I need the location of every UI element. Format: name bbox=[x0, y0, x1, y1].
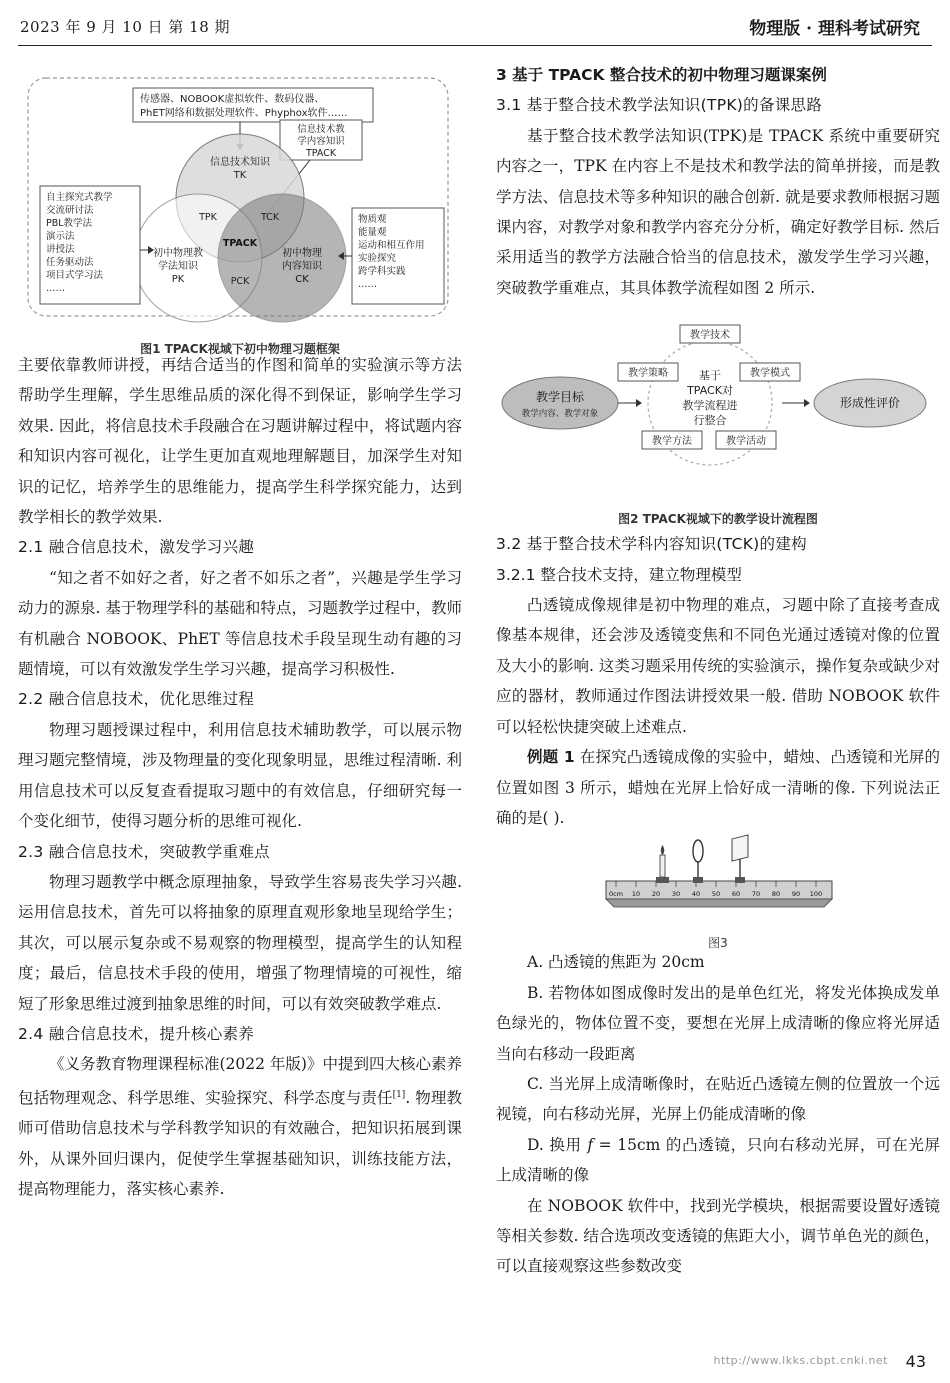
screen-holder bbox=[735, 877, 745, 883]
convex-lens bbox=[693, 840, 703, 862]
tick-label: 60 bbox=[731, 890, 741, 899]
option-d-text: D. 换用 bbox=[527, 1135, 588, 1154]
right-box-item: 跨学科实践 bbox=[358, 266, 406, 277]
light-screen bbox=[732, 835, 748, 861]
paragraph: 凸透镜成像规律是初中物理的难点，习题中除了直接考查成像基本规律，还会涉及透镜变焦和不同色光通过透镜对像的位置及大小的影响. 这类习题采用传统的实验演示，操作复杂或缺少对应的器材，教师通过作图法讲授效果一般. 借助 NOBOOK 软件可以轻松快捷突破上述难点. bbox=[496, 596, 940, 736]
center-line2: TPACK对 bbox=[687, 384, 733, 398]
figure-2-diagram bbox=[496, 303, 940, 499]
figure-1 bbox=[18, 60, 462, 357]
page-number: 43 bbox=[905, 1352, 926, 1371]
figure-2-caption: 图2 TPACK视域下的教学设计流程图 bbox=[618, 511, 818, 526]
option-d bbox=[496, 1130, 940, 1191]
section-heading-3-2: 3.2 基于整合技术学科内容知识(TCK)的建构 bbox=[496, 535, 807, 554]
tick-label: 10 bbox=[631, 890, 641, 899]
tick-label: 70 bbox=[751, 890, 761, 899]
center-line1: 基于 bbox=[699, 369, 721, 383]
right-box-item: …… bbox=[358, 279, 377, 290]
figure-1-caption: 图1 TPACK视域下初中物理习题框架 bbox=[140, 342, 340, 357]
option-b: B. 若物体如图成像时发出的是单色红光，将发光体换成发单色绿光的，物体位置不变，要想在光屏上成清晰的像应将光屏适当向右移动一段距离 bbox=[496, 983, 940, 1063]
tick-label: 100 bbox=[809, 890, 823, 899]
ck-label-line3: CK bbox=[295, 274, 309, 285]
right-box-item: 实验探究 bbox=[358, 253, 397, 264]
figure-2 bbox=[496, 303, 940, 529]
paragraph: 基于整合技术教学法知识(TPK)是 TPACK 系统中重要研究内容之一，TPK 在内容上不是技术和教学法的简单拼接，而是教学方法、信息技术等多种知识的融合创新. 就是要求教师根据习题课内容，对教学对象和教学内容充分分析，确定好教学目标. 然后采用适当的教学方法融合恰当的信息技术，激发学生学习兴趣，突破教学重难点，其具体教学流程如图 2 所示. bbox=[496, 126, 940, 297]
tick-label: 50 bbox=[711, 890, 721, 899]
right-box-item: 物质观 bbox=[358, 214, 387, 225]
center-line3: 教学流程进 bbox=[682, 399, 738, 413]
paragraph-text: 《义务教育物理课程标准(2022 年版)》中提到四大核心素养包括物理观念、科学思维、实验探究、科学态度与责任 bbox=[18, 1055, 462, 1107]
tick-label: 0cm bbox=[608, 890, 624, 899]
figure-1-diagram bbox=[18, 60, 462, 330]
ck-label-line1: 初中物理 bbox=[282, 248, 322, 259]
tick-label: 30 bbox=[671, 890, 681, 899]
left-box-item: 任务驱动法 bbox=[46, 257, 94, 268]
focal-length-symbol: f bbox=[587, 1135, 594, 1154]
tk-label-line2: TK bbox=[233, 170, 247, 181]
paragraph: 物理习题教学中概念原理抽象，导致学生容易丧失学习兴趣. 运用信息技术，首先可以将抽象的原理直观形象地呈现给学生；其次，可以展示复杂或不易观察的物理模型，提高学生的认知程度；最后，信息技术手段的使用，增强了物理情境的可视性，缩短了形象思维过渡到抽象思维的时间，可以有效突破教学难点. bbox=[18, 872, 462, 1013]
paragraph: 物理习题授课过程中，利用信息技术辅助教学，可以展示物理习题完整情境，涉及物理量的变化现象明显，思维过程清晰. 利用信息技术可以反复查看提取习题中的有效信息，仔细研究每一个变化细节，使得习题分析的思维可视化. bbox=[18, 720, 462, 831]
right-box-item: 能量观 bbox=[358, 227, 387, 238]
strategy-label: 教学策略 bbox=[628, 368, 668, 380]
example-label: 例题 1 bbox=[527, 748, 575, 767]
bench-base bbox=[606, 899, 832, 907]
paragraph: 在 NOBOOK 软件中，找到光学模块，根据需要设置好透镜等相关参数. 结合选项改变透镜的焦距大小，调节单色光的颜色，可以直接观察这些参数改变 bbox=[496, 1196, 940, 1276]
tick-label: 80 bbox=[771, 890, 781, 899]
option-a: A. 凸透镜的焦距为 20cm bbox=[527, 953, 705, 972]
arrow-goal-head bbox=[636, 399, 642, 407]
arrow-eval-head bbox=[804, 399, 810, 407]
paragraph: “知之者不如好之者，好之者不如乐之者”，兴趣是学生学习动力的源泉. 基于物理学科的基础和特点，习题教学过程中，教师有机融合 NOBOOK、PhET 等信息技术手段呈现生动有趣的习题情境，可以有效激发学生学习兴趣，提高学习积极性. bbox=[18, 568, 462, 679]
tpack-center-label: TPACK bbox=[222, 238, 258, 249]
top-tech-box-line2: PhET网络和数据处理软件、Phyphox软件…… bbox=[140, 108, 348, 119]
citation-ref[interactable]: [1] bbox=[392, 1089, 406, 1100]
mode-label: 教学模式 bbox=[750, 368, 790, 380]
example-text: 在探究凸透镜成像的实验中，蜡烛、凸透镜和光屏的位置如图 3 所示，蜡烛在光屏上恰好成一清晰的像. 下列说法正确的是( ). bbox=[496, 748, 940, 827]
eval-label: 形成性评价 bbox=[839, 396, 901, 411]
left-box-item: 项目式学习法 bbox=[46, 270, 104, 281]
left-box-item: 自主探究式教学 bbox=[46, 192, 113, 203]
right-box-item: 运动和相互作用 bbox=[358, 240, 425, 251]
section-heading-2-3: 2.3 融合信息技术，突破教学重难点 bbox=[18, 842, 270, 861]
left-box-item: 讲授法 bbox=[46, 244, 75, 255]
section-heading-2-4: 2.4 融合信息技术，提升核心素养 bbox=[18, 1024, 255, 1043]
paragraph-text: . 物理教师可借助信息技术与学科教学知识的有效融合，把知识拓展到课外，从课外回归课内，促使学生掌握基础知识，训练技能方法，提高物理能力，落实核心素养. bbox=[18, 1088, 462, 1199]
goal-label: 教学目标 bbox=[535, 390, 585, 405]
section-heading-3-2-1: 3.2.1 整合技术支持，建立物理模型 bbox=[496, 565, 742, 584]
top-tech-box-line1: 传感器、NOBOOK虚拟软件、数码仪器、 bbox=[140, 94, 325, 105]
goal-sublabel: 教学内容、教学对象 bbox=[521, 409, 599, 420]
activity-label: 教学活动 bbox=[726, 436, 766, 448]
left-box-item: PBL教学法 bbox=[46, 218, 93, 229]
left-box-item: …… bbox=[46, 283, 65, 294]
left-box-item: 交流研讨法 bbox=[46, 205, 94, 216]
tick-label: 40 bbox=[691, 890, 701, 899]
tpack-box-line2: 学内容知识 bbox=[297, 136, 345, 147]
pck-label: PCK bbox=[230, 276, 250, 287]
tpack-box-line3: TPACK bbox=[305, 148, 337, 159]
paragraph: 主要依靠教师讲授，再结合适当的作图和简单的实验演示等方法帮助学生理解，学生思维品质的深化得不到保证，影响学生学习效果. 因此，将信息技术手段融合在习题讲解过程中，将试题内容和知识内容可视化，让学生更加直观地理解题目，加深学生对知识的记忆，培养学生的思维能力，提高学生科学探究能力，达到教学相长的教学效果. bbox=[18, 356, 462, 527]
method-label: 教学方法 bbox=[652, 436, 692, 448]
footer-url[interactable]: http://www.lkks.cbpt.cnki.net bbox=[713, 1354, 888, 1367]
tech-label: 教学技术 bbox=[690, 330, 730, 342]
header-journal-title: 物理版 · 理科考试研究 bbox=[749, 19, 920, 39]
figure-3-optical-bench bbox=[496, 833, 940, 923]
pk-label-line1: 初中物理教 bbox=[153, 248, 203, 259]
left-column bbox=[18, 60, 462, 1205]
header-date-issue: 2023 年 9 月 10 日 第 18 期 bbox=[20, 18, 231, 36]
candle-flame bbox=[661, 845, 665, 855]
ck-label-line2: 内容知识 bbox=[282, 261, 322, 272]
header-rule bbox=[18, 45, 932, 46]
pk-label-line2: 学法知识 bbox=[158, 261, 198, 272]
option-c: C. 当光屏上成清晰像时，在贴近凸透镜左侧的位置放一个远视镜，向右移动光屏，光屏上仍能成清晰的像 bbox=[496, 1074, 940, 1124]
paragraph bbox=[18, 1049, 462, 1204]
tk-label-line1: 信息技术知识 bbox=[210, 157, 270, 168]
section-heading-2-1: 2.1 融合信息技术，激发学习兴趣 bbox=[18, 538, 255, 557]
section-heading-3: 3 基于 TPACK 整合技术的初中物理习题课案例 bbox=[496, 66, 827, 84]
option-d-text: = 15cm 的凸透镜，只向右移动光屏，可在光屏上成清晰的像 bbox=[496, 1135, 941, 1185]
tick-label: 20 bbox=[651, 890, 661, 899]
tck-label: TCK bbox=[260, 212, 280, 223]
left-box-item: 演示法 bbox=[46, 231, 75, 242]
right-column bbox=[496, 60, 940, 1282]
center-line4: 行整合 bbox=[693, 414, 727, 428]
section-heading-2-2: 2.2 融合信息技术，优化思维过程 bbox=[18, 690, 255, 709]
lens-holder bbox=[693, 877, 703, 883]
candle bbox=[660, 855, 665, 877]
example-1 bbox=[496, 742, 940, 833]
tick-label: 90 bbox=[791, 890, 801, 899]
figure-3 bbox=[496, 833, 940, 950]
pk-label-line3: PK bbox=[171, 274, 185, 285]
section-heading-3-1: 3.1 基于整合技术教学法知识(TPK)的备课思路 bbox=[496, 96, 823, 115]
candle-holder bbox=[656, 877, 669, 883]
figure-3-caption: 图3 bbox=[708, 935, 728, 950]
tpack-box-line1: 信息技术教 bbox=[297, 124, 345, 135]
tpk-label: TPK bbox=[199, 212, 217, 223]
